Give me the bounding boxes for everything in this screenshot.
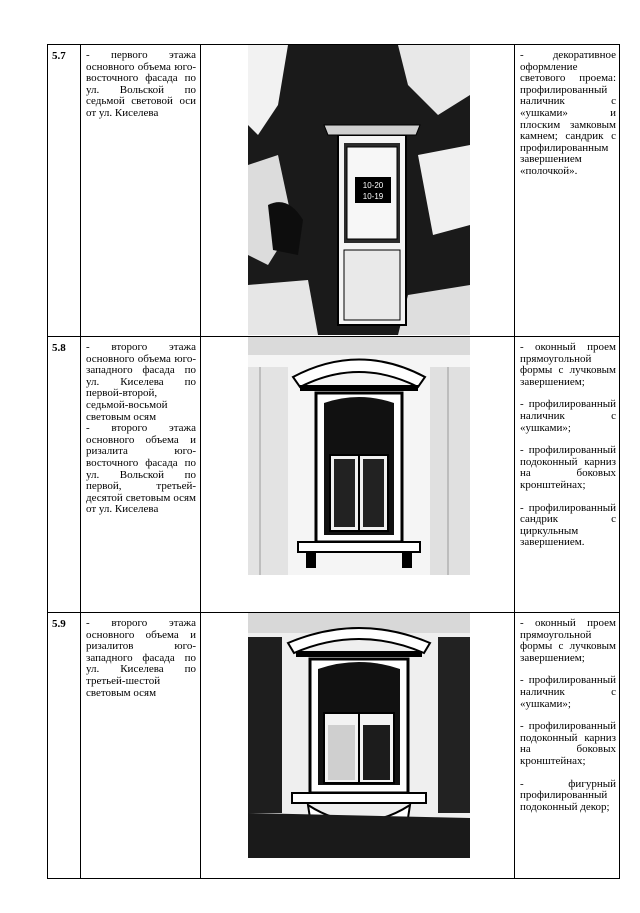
photo-sign-text: 10-19: [362, 192, 384, 201]
decor-item: - оконный проем прямоугольной формы с лучковым завершением;: [520, 617, 616, 664]
description-paragraph: - второго этажа основного объема и ризалита юго-восточного фасада по ул. Вольской по первой, третьей-десятой световым осям от ул. Киселева: [86, 422, 196, 516]
table-divider-num: [80, 44, 81, 879]
description-paragraph: - второго этажа основного объема юго-западного фасада по ул. Киселева по первой-второй, седьмой-восьмой световым осям: [86, 341, 196, 423]
table-divider-desc: [200, 44, 201, 879]
description-paragraph: - второго этажа основного объема и ризалитов юго-западного фасада по ул. Киселева по третьей-шестой световым осям: [86, 617, 196, 699]
decor-item: - профилированный наличник с «ушками»;: [520, 398, 616, 434]
decor-item: - профилированный подоконный карниз на боковых кронштейнах;: [520, 444, 616, 491]
decor-item: - фигурный профилированный подоконный декор;: [520, 777, 616, 813]
row-description: [86, 618, 196, 699]
description-paragraph: - первого этажа основного объема юго-восточного фасада по ул. Вольской по седьмой световой оси от ул. Киселева: [86, 49, 196, 119]
decor-item: - декоративное оформление светового проема: профилированный наличник с «ушками» и плоским замковым камнем; сандрик с профилированным завершением «полочкой».: [520, 49, 616, 177]
decor-item: - профилированный наличник с «ушками»;: [520, 674, 616, 710]
row-number: 5.8: [52, 342, 66, 354]
decor-item: - профилированный подоконный карниз на боковых кронштейнах;: [520, 720, 616, 767]
row-description: [86, 50, 196, 120]
table-divider-photo: [514, 44, 515, 879]
table-border-right: [619, 44, 620, 879]
row-number: 5.9: [52, 618, 66, 630]
window-photo: [248, 45, 470, 335]
table-border-bottom: [47, 878, 620, 879]
window-photo: [248, 613, 470, 858]
decor-item: - профилированный сандрик с циркульным завершением.: [520, 501, 616, 549]
window-photo: [248, 337, 470, 575]
window-photo-image: [248, 45, 470, 335]
window-photo-image: [248, 613, 470, 858]
row-description: [86, 342, 196, 516]
decor-item: - оконный проем прямоугольной формы с лучковым завершением;: [520, 341, 616, 388]
row-decor: [520, 342, 616, 560]
photo-sign-text: 10-20: [362, 181, 384, 190]
window-photo-image: [248, 337, 470, 575]
row-decor: [520, 50, 616, 189]
row-number: 5.7: [52, 50, 66, 62]
table-border-left: [47, 44, 48, 879]
row-decor: [520, 618, 616, 824]
